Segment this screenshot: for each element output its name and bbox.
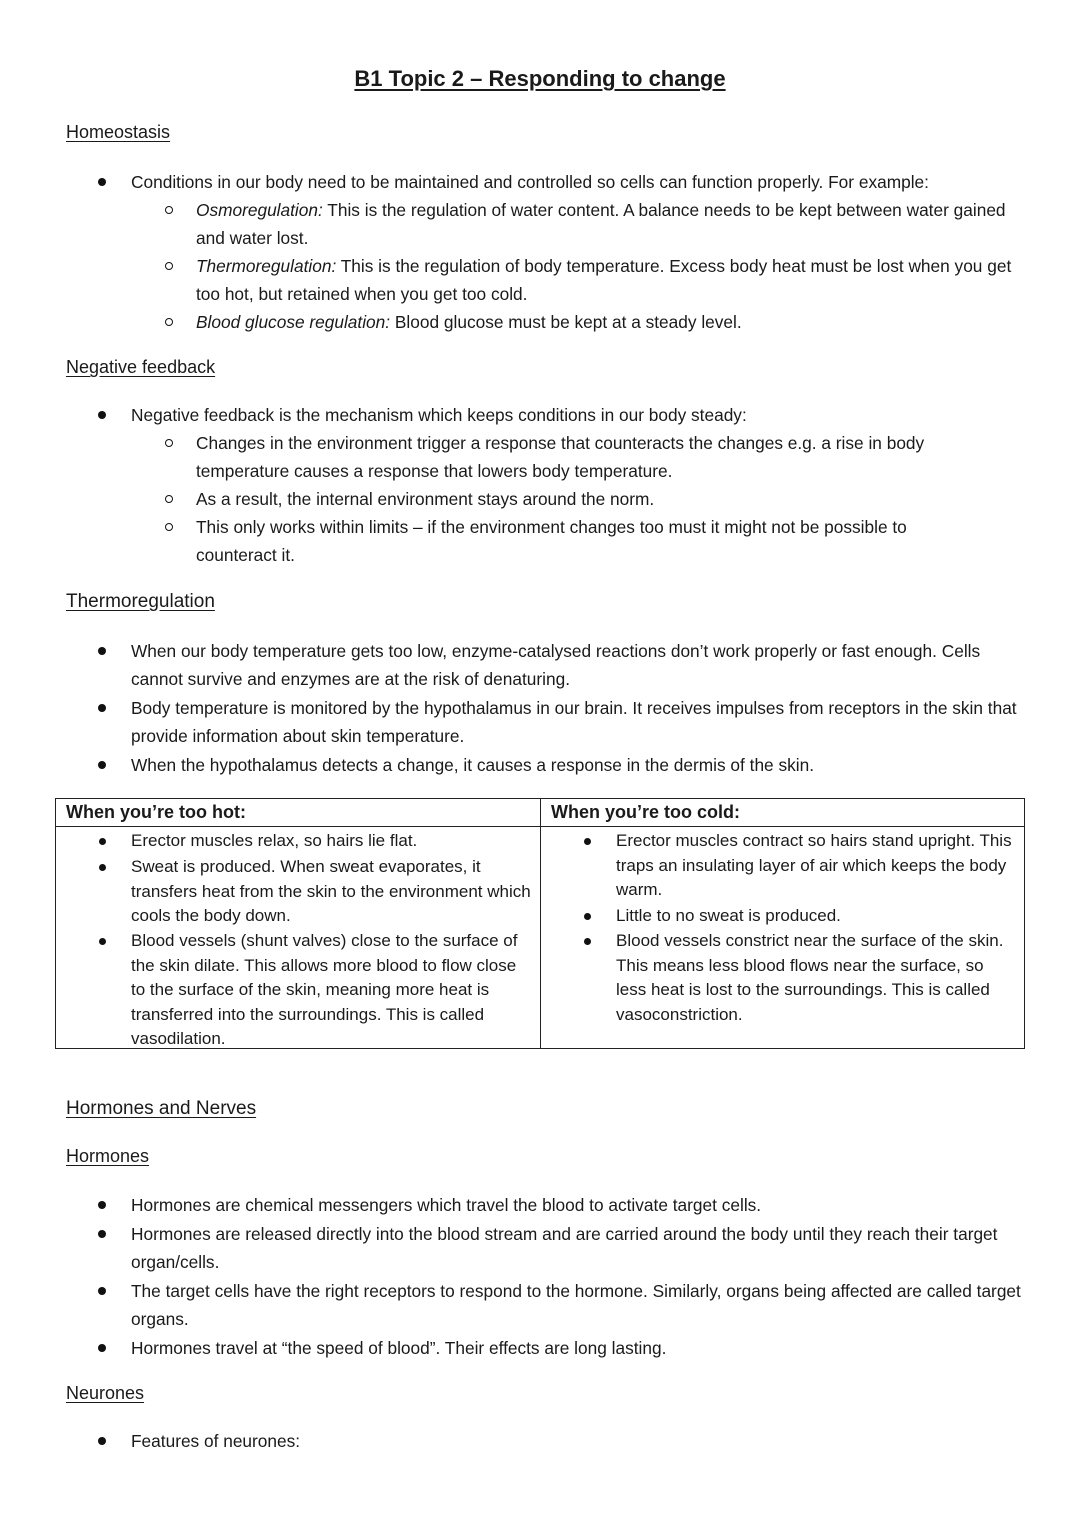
bullet-icon [582, 929, 594, 953]
heading-homeostasis: Homeostasis [66, 122, 171, 142]
too-hot-heading: When you’re too hot: [66, 802, 246, 822]
heading-neurones: Neurones [66, 1383, 145, 1403]
list-item: Blood vessels (shunt valves) close to the surface of the skin dilate. This allows more blood to flow close to the surface of the skin, meaning more heat is transferred into the surroundings. This is called vasodilation. [131, 931, 518, 1048]
list-item: This only works within limits – if the environment changes too must it might not be possible to counteract it. [196, 517, 907, 565]
list-item: Hormones travel at “the speed of blood”. Their effects are long lasting. [131, 1338, 667, 1358]
list-item: Little to no sweat is produced. [616, 906, 841, 925]
heading-thermoregulation: Thermoregulation [66, 591, 215, 612]
circle-bullet-icon [163, 196, 175, 224]
list-item: Hormones are chemical messengers which travel the blood to activate target cells. [131, 1195, 762, 1215]
list-item: The target cells have the right receptors to respond to the hormone. Similarly, organs being affected are called target organs. [131, 1281, 1021, 1329]
list-item: When the hypothalamus detects a change, it causes a response in the dermis of the skin. [131, 755, 814, 775]
circle-bullet-icon [163, 513, 175, 541]
bullet-icon [97, 855, 109, 879]
bullet-icon [96, 168, 108, 196]
bullet-icon [96, 1427, 108, 1455]
bullet-icon [582, 829, 594, 853]
list-item: Changes in the environment trigger a response that counteracts the changes e.g. a rise in body temperature causes a response that lowers body temperature. [196, 433, 925, 481]
list-item: As a result, the internal environment stays around the norm. [196, 489, 655, 509]
bullet-icon [96, 694, 108, 722]
circle-bullet-icon [163, 485, 175, 513]
list-item: Thermoregulation: This is the regulation of body temperature. Excess body heat must be lost when you get too hot, but retained when you get too cold. [196, 256, 1012, 304]
bullet-icon [97, 829, 109, 853]
list-item: Body temperature is monitored by the hypothalamus in our brain. It receives impulses from receptors in the skin that provide information about skin temperature. [131, 698, 1017, 746]
list-item: Hormones are released directly into the blood stream and are carried around the body until they reach their target organ/cells. [131, 1224, 998, 1272]
heading-hormones: Hormones [66, 1146, 150, 1166]
bullet-icon [96, 637, 108, 665]
list-item: When our body temperature gets too low, enzyme-catalysed reactions don’t work properly or fast enough. Cells cannot survive and enzymes are at the risk of denaturing. [131, 641, 981, 689]
table-header-line [56, 826, 1024, 827]
bullet-icon [96, 1191, 108, 1219]
bullet-icon [96, 1220, 108, 1248]
circle-bullet-icon [163, 308, 175, 336]
bullet-icon [96, 1334, 108, 1362]
list-item: Erector muscles relax, so hairs lie flat. [131, 831, 418, 850]
list-item: Features of neurones: [131, 1431, 301, 1451]
list-item: Osmoregulation: This is the regulation of water content. A balance needs to be kept between water gained and water lost. [196, 200, 1006, 248]
list-item: Sweat is produced. When sweat evaporates, it transfers heat from the skin to the environment which cools the body down. [131, 857, 531, 925]
circle-bullet-icon [163, 429, 175, 457]
page-title: B1 Topic 2 – Responding to change [354, 66, 726, 91]
bullet-icon [96, 1277, 108, 1305]
bullet-icon [96, 751, 108, 779]
list-item: Erector muscles contract so hairs stand upright. This traps an insulating layer of air which keeps the body warm. [616, 831, 1012, 899]
too-cold-heading: When you’re too cold: [551, 802, 740, 822]
negative-feedback-intro: Negative feedback is the mechanism which keeps conditions in our body steady: [131, 405, 747, 425]
hot-cold-table [55, 798, 1025, 1049]
bullet-icon [582, 904, 594, 928]
heading-negative-feedback: Negative feedback [66, 357, 216, 377]
list-item: Blood glucose regulation: Blood glucose must be kept at a steady level. [196, 312, 742, 332]
circle-bullet-icon [163, 252, 175, 280]
bullet-icon [97, 929, 109, 953]
heading-hormones-and-nerves: Hormones and Nerves [66, 1098, 257, 1119]
list-item: Blood vessels constrict near the surface of the skin. This means less blood flows near the surface, so less heat is lost to the surroundings. This is called vasoconstriction. [616, 931, 1004, 1024]
table-divider [540, 799, 541, 1048]
homeostasis-intro: Conditions in our body need to be maintained and controlled so cells can function properly. For example: [131, 172, 929, 192]
bullet-icon [96, 401, 108, 429]
